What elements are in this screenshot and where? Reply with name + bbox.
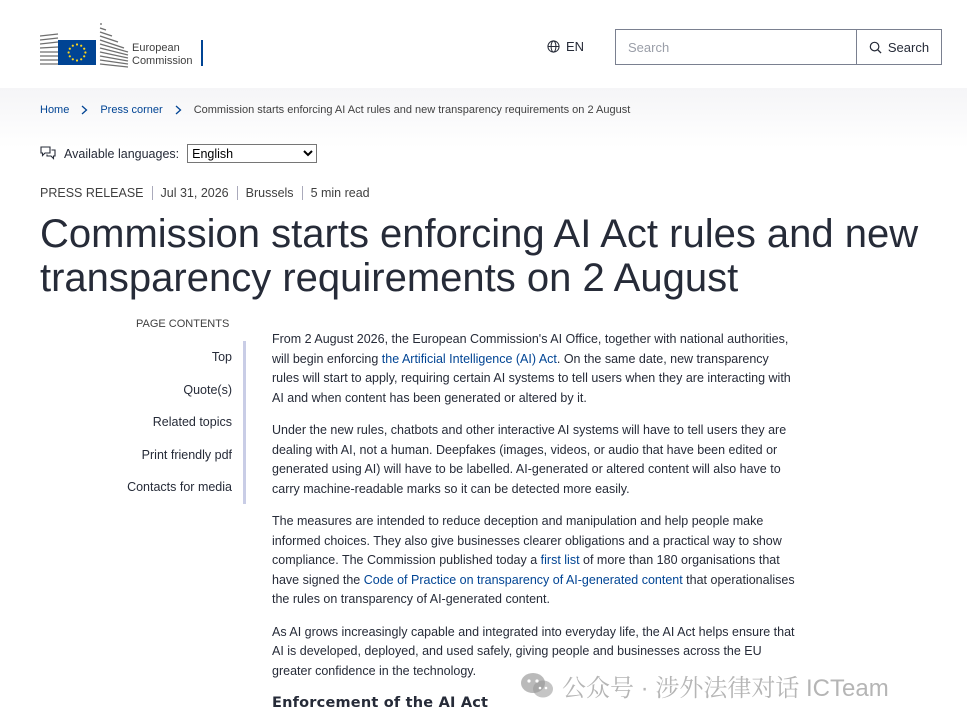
meta-date: Jul 31, 2026 [152, 186, 237, 200]
toc-heading: PAGE CONTENTS [136, 318, 230, 330]
logo-divider [201, 40, 203, 66]
paragraph-2: Under the new rules, chatbots and other interactive AI systems will have to tell users they are dealing with AI, not a human. Deepfakes (images, videos, or audio that have been edited or generated using AI) will have to be labelled. AI-generated or altered content will also have to carry machine-readable marks so it can be detected more easily. [272, 423, 787, 496]
search-button-label: Search [887, 39, 930, 55]
paragraph-1-text: From 2 August 2026, the European Commission's AI Office, together with national authorities, will begin enforcing [272, 332, 789, 366]
breadcrumb [40, 104, 630, 116]
available-languages-label: Available languages: [64, 146, 180, 161]
search-button[interactable] [856, 29, 942, 65]
paragraph-3-text-end: that operationalises the rules on transparency of AI-generated content. [272, 572, 795, 606]
meta-read-time: 5 min read [302, 186, 378, 200]
toc-item-related-topics[interactable]: Related topics [152, 415, 232, 430]
paragraph-3 [272, 512, 797, 610]
meta-place: Brussels [237, 186, 302, 200]
page-contents-nav [90, 341, 246, 504]
ai-act-link[interactable]: the Artificial Intelligence (AI) Act [381, 351, 557, 366]
paragraph-1 [272, 330, 797, 408]
section-heading-enforcement: Enforcement of the AI Act [272, 695, 489, 711]
paragraph-4: As AI grows increasingly capable and integrated into everyday life, the AI Act helps ensure that AI is developed, deployed, and used safely, giving people and businesses across the EU greater confidence in the technology. [272, 624, 795, 678]
site-header [0, 0, 967, 88]
language-code: EN [566, 39, 585, 54]
breadcrumb-current: Commission starts enforcing AI Act rules and new transparency requirements on 2 August [193, 104, 631, 116]
toc-item-quotes[interactable]: Quote(s) [183, 382, 232, 397]
paragraph-1-text-end: . On the same date, new transparency rules will start to apply, requiring certain AI systems to tell users when they are interacting with AI and when content has been generated or altered by it. [272, 351, 791, 405]
search-icon [869, 41, 882, 54]
available-languages [40, 144, 317, 163]
globe-icon [547, 40, 560, 53]
meta-type: PRESS RELEASE [40, 186, 144, 200]
language-switcher[interactable] [547, 39, 584, 54]
search-input[interactable] [615, 29, 856, 65]
logo-line-european: European [132, 42, 180, 54]
logo-text [132, 42, 193, 68]
chevron-right-icon [81, 105, 88, 115]
logo-line-commission: Commission [132, 55, 193, 67]
page-title: Commission starts enforcing AI Act rules and new transparency requirements on 2 August [40, 212, 919, 300]
paragraph-3-text-mid: of more than 180 organisations that have signed the [272, 553, 780, 587]
breadcrumb-press-corner[interactable]: Press corner [100, 104, 163, 116]
toc-item-top[interactable]: Top [211, 350, 232, 364]
chevron-right-icon [175, 105, 182, 115]
article-body [272, 330, 797, 714]
first-list-link[interactable]: first list [540, 553, 580, 567]
toc-item-contacts[interactable]: Contacts for media [127, 480, 232, 495]
speech-bubbles-icon [40, 146, 56, 161]
code-of-practice-link[interactable]: Code of Practice on transparency of AI-generated content [363, 572, 683, 587]
language-select[interactable] [187, 144, 317, 163]
breadcrumb-home[interactable]: Home [40, 104, 70, 116]
article-meta [40, 186, 378, 200]
paragraph-3-text: The measures are intended to reduce deception and manipulation and help people make informed choices. They also give businesses clearer obligations and a practical way to show compliance. The Commission published today a [272, 514, 782, 567]
search-form [615, 29, 942, 65]
toc-item-print-pdf[interactable]: Print friendly pdf [141, 447, 232, 462]
watermark: 公众号 · 涉外法律对话 ICTeam [520, 668, 889, 703]
